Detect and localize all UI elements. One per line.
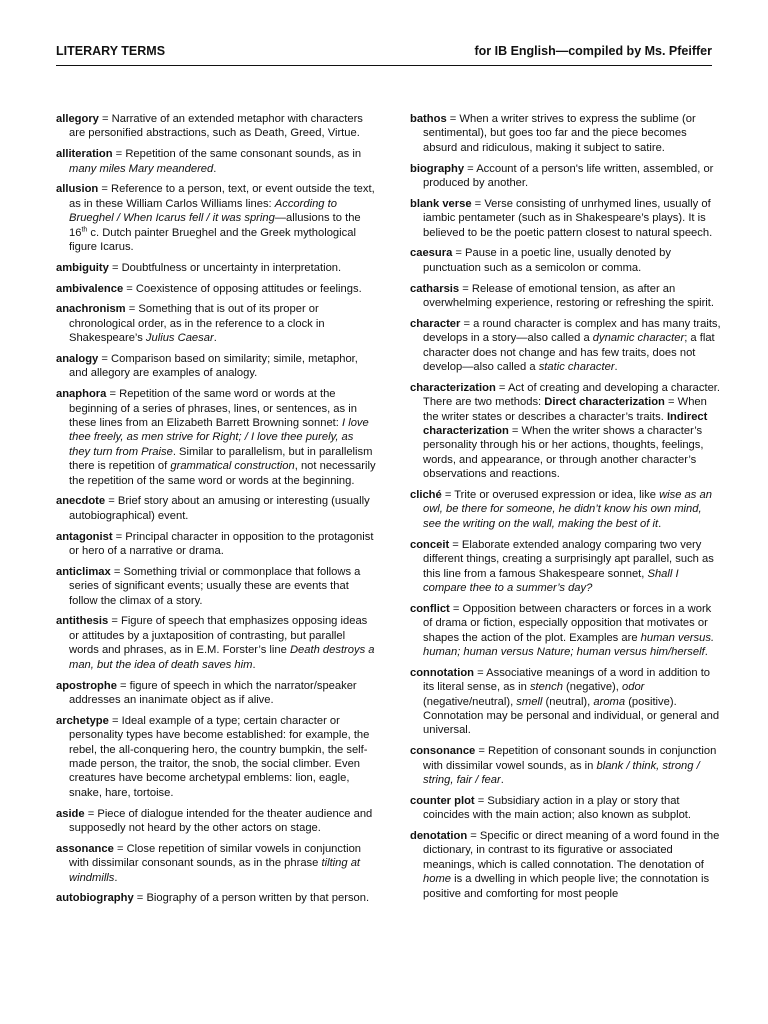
definition-text: = Verse consisting of unrhymed lines, usually of iambic pentameter (such as in Shakespeare’s plays). It is believed to be the poetic pattern closest to natural speech.	[423, 197, 713, 239]
definition-text: = Piece of dialogue intended for the theater audience and supposedly not heard by the other actors on stage.	[69, 807, 373, 834]
superscript: th	[81, 225, 88, 233]
glossary-entry-archetype	[56, 714, 376, 800]
italic-example: aroma	[593, 695, 626, 708]
definition-text: = Something that is out of its proper or chronological order, as in the reference to a clock in Shakespeare’s	[69, 303, 325, 345]
glossary-term: cliché	[410, 489, 442, 502]
glossary-entry-assonance	[56, 842, 376, 885]
italic-example: wise as an owl, be there for someone, he didn’t know his own mind, see the writing on the wall, making the best of it	[423, 489, 712, 530]
italic-example: odor	[622, 681, 645, 694]
glossary-entry-anticlimax	[56, 565, 376, 608]
glossary-term: aside	[56, 807, 85, 820]
definition-text: = Specific or direct meaning of a word found in the dictionary, in contrast to its figurative or associated meanings, which is called connotation. The denotation of	[423, 829, 720, 871]
glossary-entry-character	[410, 317, 722, 375]
glossary-entry-aside	[56, 807, 376, 836]
definition-text: = Something trivial or commonplace that follows a series of significant events; usually these are events that follow the climax of a story.	[69, 565, 361, 607]
definition-text: = Opposition between characters or forces in a work of drama or fiction, especially opposition that motivates or shapes the action of the plot. Examples are	[423, 602, 712, 644]
glossary-term: connotation	[410, 666, 475, 679]
glossary-term: antithesis	[56, 615, 109, 628]
glossary-term: caesura	[410, 247, 453, 260]
definition-text: .	[252, 658, 256, 671]
italic-example: dynamic character	[592, 332, 685, 345]
definition-text: .	[213, 332, 217, 345]
definition-text: (negative/neutral),	[423, 695, 517, 708]
glossary-entry-characterization	[410, 381, 722, 482]
glossary-term: character	[410, 317, 461, 330]
italic-example: Julius Caesar	[145, 332, 214, 345]
glossary-entry-catharsis	[410, 282, 722, 311]
definition-text: ; a flat character does not change and has few traits, does not develop—also called a	[423, 332, 715, 374]
glossary-term: biography	[410, 162, 465, 175]
glossary-term: ambivalence	[56, 282, 124, 295]
definition-text: = figure of speech in which the narrator/speaker addresses an inanimate object as if alive.	[69, 679, 357, 706]
definition-text: , not necessarily the repetition of the same word or words at the beginning.	[69, 460, 376, 487]
glossary-term: counter plot	[410, 794, 475, 807]
definition-text: = Trite or overused expression or idea, like	[441, 489, 660, 502]
definition-text: = Ideal example of a type; certain character or personality types have become established: for example, the rebel, the all-conquering hero, the country bumpkin, the self-made person, the traitor, the snob, the social climber. Even creatures have become archetypal emblems: lion, eagle, snake, hare, tortoise.	[69, 714, 370, 799]
italic-example: I love thee freely, as men strive for Right; / I love thee purely, as they turn from Praise	[69, 417, 369, 458]
glossary-entry-denotation	[410, 829, 722, 901]
glossary-entry-blank-verse	[410, 197, 722, 240]
page-header	[56, 44, 712, 64]
italic-example: home	[423, 873, 451, 886]
glossary-term: blank verse	[410, 197, 472, 210]
glossary-term: denotation	[410, 829, 468, 842]
definition-text: = Biography of a person written by that person.	[133, 892, 370, 905]
document-subtitle: for IB English—compiled by Ms. Pfeiffer	[474, 44, 712, 58]
document-title: LITERARY TERMS	[56, 44, 166, 58]
italic-example: human versus. human; human versus Nature; human versus him/herself	[423, 631, 715, 658]
glossary-term: ambiguity	[56, 261, 109, 274]
glossary-entry-counter-plot	[410, 794, 722, 823]
glossary-entry-bathos	[410, 112, 722, 155]
glossary-entry-ambivalence	[56, 282, 376, 296]
definition-text: = When the writer states or describes a character’s traits.	[423, 396, 707, 423]
italic-example: grammatical construction	[170, 460, 295, 473]
definition-text: = Repetition of consonant sounds in conjunction with dissimilar vowel sounds, as in	[423, 745, 717, 772]
definition-text: —allusions to the 16	[69, 212, 361, 239]
glossary-entry-conflict	[410, 602, 722, 660]
glossary-entry-apostrophe	[56, 679, 376, 708]
glossary-term: consonance	[410, 745, 476, 758]
definition-text: is a dwelling in which people live; the connotation is positive and comforting for most people	[423, 873, 710, 900]
italic-example: blank / think, strong / string, fair / fear	[423, 759, 700, 786]
glossary-entry-caesura	[410, 246, 722, 275]
definition-text: . Similar to parallelism, but in parallelism there is repetition of	[69, 445, 373, 473]
definition-text: = Close repetition of similar vowels in conjunction with dissimilar consonant sounds, as in the phrase	[69, 842, 362, 870]
subterm: Direct characterization	[544, 396, 665, 409]
definition-text: c. Dutch painter Brueghel and the Greek mythological figure Icarus.	[69, 226, 356, 254]
glossary-term: conflict	[410, 602, 450, 615]
glossary-entry-antithesis	[56, 614, 376, 672]
definition-text: = Subsidiary action in a play or story that coincides with the main action; also known as subplot.	[423, 794, 692, 822]
italic-example: stench	[529, 681, 563, 694]
glossary-entry-ambiguity	[56, 261, 376, 275]
definition-text: = a round character is complex and has many traits, develops in a story—also called a	[423, 317, 721, 345]
subterm: Indirect characterization	[423, 410, 708, 438]
glossary-term: conceit	[410, 538, 450, 551]
glossary-term: antagonist	[56, 530, 113, 543]
definition-text: = Comparison based on similarity; simile, metaphor, and allegory are examples of analogy.	[69, 353, 358, 380]
glossary-term: anecdote	[56, 495, 106, 508]
definition-text: = Doubtfulness or uncertainty in interpretation.	[108, 261, 342, 274]
glossary-term: apostrophe	[56, 679, 117, 692]
definition-text: = Narrative of an extended metaphor with characters are personified abstractions, such as Death, Greed, Virtue.	[69, 113, 363, 140]
definition-text: .	[658, 517, 662, 530]
glossary-entry-allegory	[56, 112, 376, 141]
definition-text: = Repetition of the same word or words at the beginning of a series of phrases, lines, or sentences, as in these lines from an Elizabeth Barrett Browning sonnet:	[69, 388, 357, 430]
glossary-term: anticlimax	[56, 565, 111, 578]
definition-text: (negative),	[562, 681, 622, 694]
definition-text: = When a writer strives to express the sublime (or sentimental), but goes too far and the piece becomes absurd and ridiculous, making it subject to satire.	[423, 113, 696, 154]
glossary-term: allegory	[56, 113, 99, 125]
glossary-entry-autobiography	[56, 891, 376, 905]
definition-text: = Repetition of the same consonant sounds, as in	[112, 148, 362, 161]
glossary-entry-conceit	[410, 538, 722, 596]
definition-text: (positive). Connotation may be personal and individual, or general and universal.	[423, 695, 720, 737]
glossary-term: catharsis	[410, 282, 460, 295]
glossary-entry-antagonist	[56, 530, 376, 559]
definition-text: .	[614, 361, 618, 374]
italic-example: static character	[538, 361, 615, 374]
definition-text: = Pause in a poetic line, usually denoted by punctuation such as a semicolon or comma.	[423, 247, 671, 274]
glossary-entry-consonance	[410, 744, 722, 787]
definition-text: = Release of emotional tension, as after an overwhelming experience, restoring or refreshing the spirit.	[423, 282, 715, 310]
header-rule	[56, 65, 712, 66]
glossary-term: alliteration	[56, 148, 113, 161]
glossary-entry-anachronism	[56, 302, 376, 345]
italic-example: many miles Mary meandered	[69, 162, 214, 175]
glossary-entry-biography	[410, 162, 722, 191]
glossary-entry-analogy	[56, 352, 376, 381]
right-column	[410, 112, 722, 907]
italic-example: smell	[516, 695, 543, 708]
italic-example: tilting at windmills	[69, 857, 361, 884]
glossary-term: characterization	[410, 381, 496, 394]
definition-text: .	[500, 773, 504, 786]
left-column	[56, 112, 376, 912]
glossary-entry-clich	[410, 488, 722, 531]
glossary-term: archetype	[56, 714, 109, 727]
glossary-term: allusion	[56, 183, 99, 196]
definition-text: = Principal character in opposition to the protagonist or hero of a narrative or drama.	[69, 530, 374, 558]
italic-example: Death destroys a man, but the idea of death saves him	[69, 644, 375, 671]
definition-text: = Figure of speech that emphasizes opposing ideas or attitudes by a juxtaposition of contrasting, but parallel words and phrases, as in E.M. Forster’s line	[69, 615, 368, 657]
glossary-term: bathos	[410, 113, 447, 125]
glossary-entry-allusion	[56, 182, 376, 254]
definition-text: = Act of creating and developing a character. There are two methods:	[423, 381, 721, 409]
glossary-term: analogy	[56, 353, 99, 366]
italic-example: Shall I compare thee to a summer’s day?	[423, 567, 679, 594]
definition-text: = When the writer shows a character’s personality through his or her actions, thoughts, feelings, words, and appearance, or through another character’s observations and reactions.	[423, 425, 704, 481]
glossary-term: anachronism	[56, 303, 126, 316]
italic-example: According to Brueghel / When Icarus fell / it was spring	[69, 197, 337, 225]
definition-text: (neutral),	[542, 695, 594, 708]
glossary-entry-anaphora	[56, 387, 376, 488]
glossary-term: autobiography	[56, 892, 134, 905]
definition-text: = Associative meanings of a word in addition to its literal sense, as in	[423, 666, 711, 694]
definition-text: .	[114, 871, 118, 884]
glossary-entry-connotation	[410, 666, 722, 738]
glossary-entry-anecdote	[56, 494, 376, 523]
glossary-term: anaphora	[56, 388, 107, 401]
glossary-term: assonance	[56, 842, 114, 855]
definition-text: = Brief story about an amusing or interesting (usually autobiographical) event.	[69, 495, 370, 522]
definition-text: .	[213, 162, 217, 175]
definition-text: = Account of a person's life written, assembled, or produced by another.	[423, 162, 714, 190]
definition-text: = Elaborate extended analogy comparing two very different things, creating a surprisingly apt parallel, such as this line from a famous Shakespeare sonnet,	[423, 538, 714, 580]
glossary-entry-alliteration	[56, 147, 376, 176]
definition-text: = Coexistence of opposing attitudes or feelings.	[123, 282, 362, 295]
definition-text: = Reference to a person, text, or event outside the text, as in these William Carlos Williams lines:	[69, 183, 375, 210]
definition-text: .	[704, 645, 708, 658]
